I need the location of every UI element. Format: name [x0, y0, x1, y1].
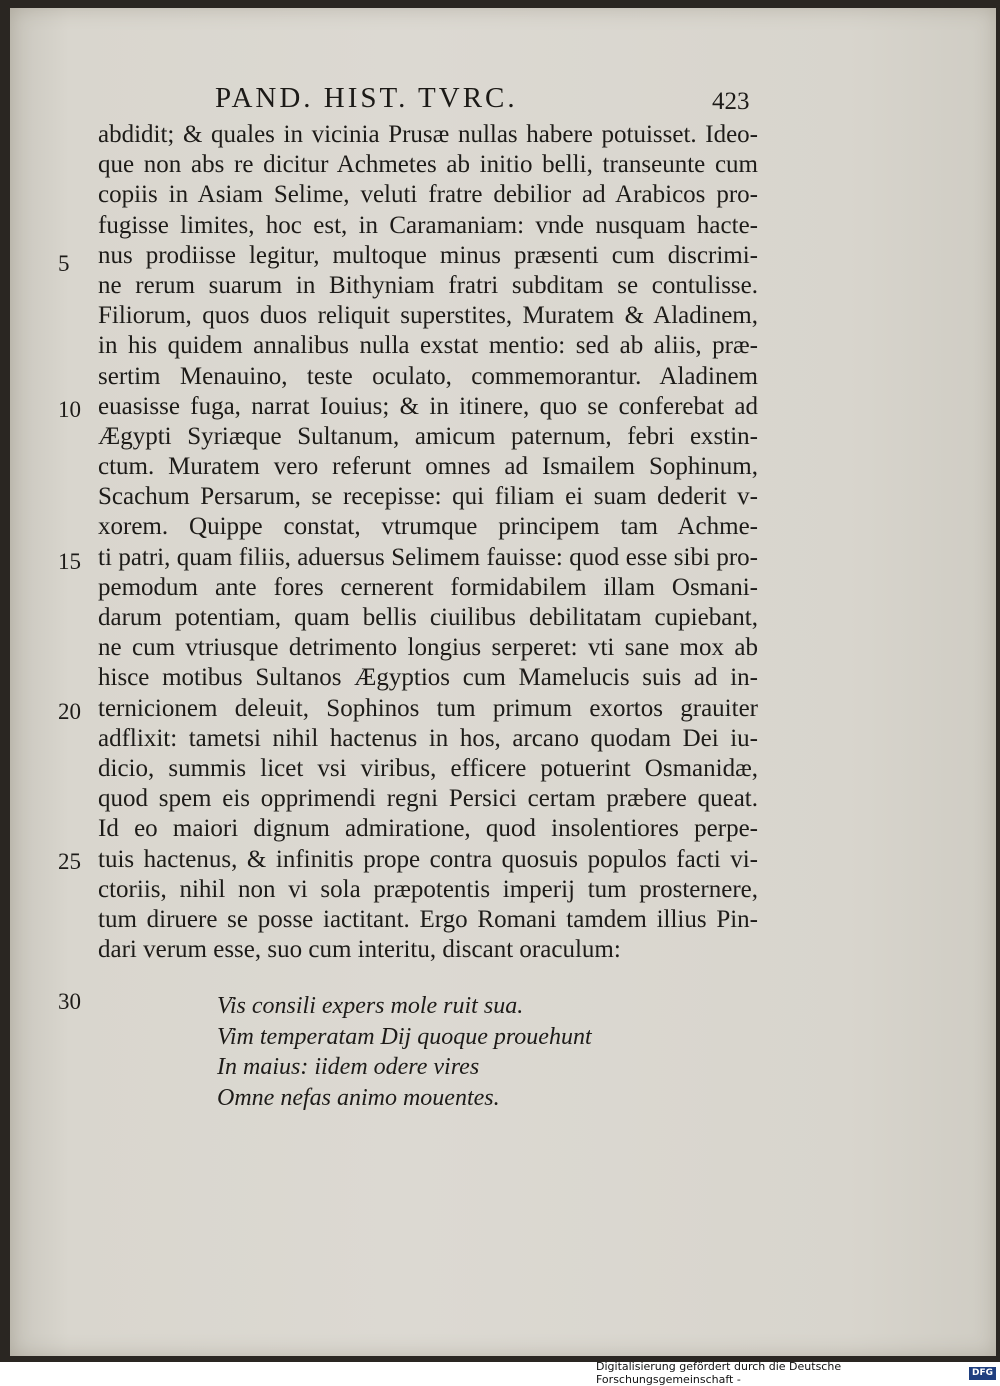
text-line: ne rerum suarum in Bithyniam fratri subditam se contulisse.	[98, 271, 758, 299]
text-line: xorem. Quippe constat, vtrumque principem tam Achme-	[98, 513, 758, 541]
text-line: copiis in Asiam Selime, veluti fratre debilior ad Arabicos pro-	[98, 181, 758, 209]
text-line: dari verum esse, suo cum interitu, discant oraculum:	[98, 936, 621, 964]
text-line: tum diruere se posse iactitant. Ergo Romani tamdem illius Pin-	[98, 905, 758, 933]
text-line: euasisse fuga, narrat Iouius; & in itinere, quo se conferebat ad	[98, 392, 758, 420]
text-line: ne cum vtriusque detrimento longius serperet: vti sane mox ab	[98, 634, 758, 662]
digitization-credit	[596, 1360, 996, 1386]
text-line: pemodum ante fores cernerent formidabilem illam Osmani-	[98, 573, 758, 601]
text-line: adflixit: tametsi nihil hactenus in hos, arcano quodam Dei iu-	[98, 724, 758, 752]
line-number-marker: 30	[58, 989, 81, 1014]
verse-line: Vis consili expers mole ruit sua.	[217, 993, 524, 1019]
running-title: PAND. HIST. TVRC.	[215, 82, 518, 114]
text-line: ti patri, quam filiis, aduersus Selimem fauisse: quod esse sibi pro-	[98, 543, 758, 571]
text-line: Ægypti Syriæque Sultanum, amicum paternum, febri exstin-	[98, 422, 758, 450]
text-line: Id eo maiori dignum admiratione, quod insolentiores perpe-	[98, 815, 758, 843]
text-line: quod spem eis opprimendi regni Persici certam præbere queat.	[98, 785, 758, 813]
line-number-marker: 10	[58, 397, 81, 422]
text-line: dicio, summis licet vsi viribus, efficere potuerint Osmanidæ,	[98, 754, 758, 782]
verse-quotation	[217, 991, 637, 1113]
verse-line: Omne nefas animo mouentes.	[217, 1084, 500, 1111]
text-line: ctoriis, nihil non vi sola præpotentis imperij tum prosternere,	[98, 875, 758, 903]
line-number-marker: 25	[58, 849, 81, 874]
credit-text: Digitalisierung gefördert durch die Deutsche Forschungsgemeinschaft -	[596, 1360, 842, 1386]
page-number: 423	[712, 88, 750, 115]
line-number-marker: 15	[58, 549, 81, 574]
text-line: Filiorum, quos duos reliquit superstites, Muratem & Aladinem,	[98, 302, 758, 330]
text-line: abdidit; & quales in vicinia Prusæ nullas habere potuisset. Ideo-	[98, 121, 758, 148]
text-line: ctum. Muratem vero referunt omnes ad Ismailem Sophinum,	[98, 453, 758, 481]
text-line: darum potentiam, quam bellis ciuilibus debilitatam cupiebant,	[98, 604, 758, 631]
body-text	[98, 120, 758, 965]
text-line: sertim Menauino, teste oculato, commemorantur. Aladinem	[98, 362, 758, 390]
text-line: nus prodiisse legitur, multoque minus præsenti cum discrimi-	[98, 241, 758, 269]
verse-line: Vim temperatam Dij quoque prouehunt	[217, 1023, 592, 1050]
text-line: fugisse limites, hoc est, in Caramaniam: vnde nusquam hacte-	[98, 211, 758, 239]
line-number-marker: 5	[58, 251, 70, 276]
text-line: in his quidem annalibus nulla exstat mentio: sed ab aliis, præ-	[98, 332, 758, 360]
text-line: hisce motibus Sultanos Ægyptios cum Mamelucis suis ad in-	[98, 664, 758, 692]
text-line: ternicionem deleuit, Sophinos tum primum exortos grauiter	[98, 694, 758, 722]
book-page	[10, 8, 996, 1356]
verse-line: In maius: iidem odere vires	[217, 1054, 480, 1080]
text-line: Scachum Persarum, se recepisse: qui filiam ei suam dederit v-	[98, 483, 758, 511]
text-line: tuis hactenus, & infinitis prope contra quosuis populos facti vi-	[98, 845, 758, 873]
line-number-marker: 20	[58, 699, 81, 724]
dfg-logo-icon: DFG	[969, 1367, 996, 1380]
text-line: que non abs re dicitur Achmetes ab initio belli, transeunte cum	[98, 151, 758, 179]
